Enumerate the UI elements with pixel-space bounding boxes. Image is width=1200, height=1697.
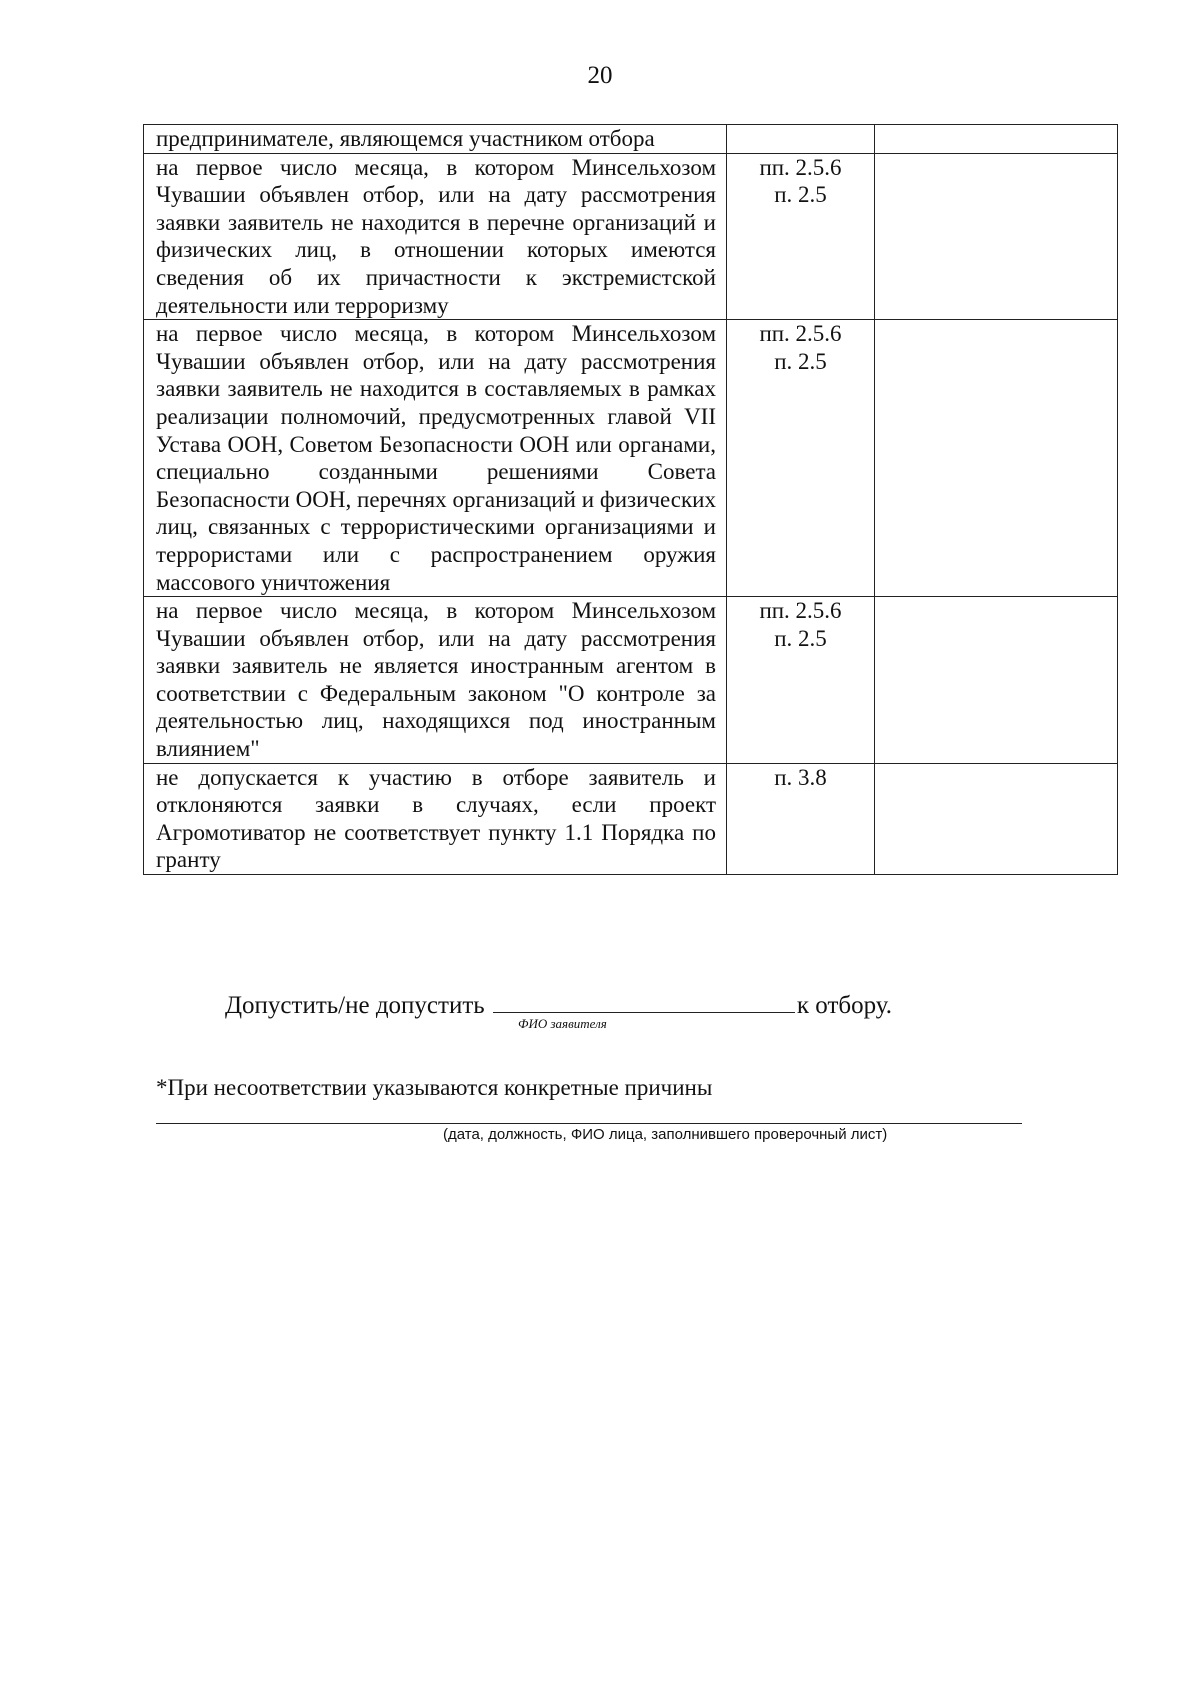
reference-item: п. 2.5 xyxy=(774,625,827,651)
criterion-text: на первое число месяца, в котором Минсельхозом Чувашии объявлен отбор, или на дату рассмотрения заявки заявитель не находится в составляемых в рамках реализации полномочий, предусмотренных главой VII Устава ООН, Советом Безопасности ООН или органами, специально созданными решениями Совета Безопасности ООН, перечнях организаций и физических лиц, связанных с террористическими организациями и террористами или с распространением оружия массового уничтожения xyxy=(144,320,727,597)
note-cell xyxy=(875,597,1118,764)
reference-cell xyxy=(727,597,875,764)
applicant-name-blank xyxy=(493,990,795,1013)
table-row xyxy=(144,597,1118,764)
page-number: 20 xyxy=(587,62,613,89)
criterion-text: на первое число месяца, в котором Минсельхозом Чувашии объявлен отбор, или на дату рассмотрения заявки заявитель не является иностранным агентом в соответствии с Федеральным законом "О контроле за деятельностью лиц, находящихся под иностранным влиянием" xyxy=(144,597,727,764)
criterion-text: предпринимателе, являющемся участником отбора xyxy=(144,125,727,154)
reference-item: пп. 2.5.6 xyxy=(759,154,842,180)
reference-item: пп. 2.5.6 xyxy=(759,321,842,347)
reference-cell xyxy=(727,153,875,320)
reference-item: п. 2.5 xyxy=(774,348,827,374)
note-cell xyxy=(875,320,1118,597)
checklist-table xyxy=(143,124,1118,875)
reference-item: пп. 2.5.6 xyxy=(759,598,842,624)
note-cell xyxy=(875,153,1118,320)
reference-item: п. 3.8 xyxy=(774,764,827,790)
decision-suffix: к отбору. xyxy=(796,992,893,1019)
signature-caption: (дата, должность, ФИО лица, заполнившего проверочный лист) xyxy=(443,1126,888,1143)
note-cell xyxy=(875,125,1118,154)
decision-prefix: Допустить/не допустить xyxy=(225,992,485,1019)
reference-cell xyxy=(727,320,875,597)
note-cell xyxy=(875,763,1118,874)
reference-cell xyxy=(727,125,875,154)
footnote: *При несоответствии указываются конкретные причины xyxy=(156,1075,713,1100)
reference-cell xyxy=(727,763,875,874)
table-row xyxy=(144,320,1118,597)
criterion-text: на первое число месяца, в котором Минсельхозом Чувашии объявлен отбор, или на дату рассмотрения заявки заявитель не находится в перечне организаций и физических лиц, в отношении которых имеются сведения об их причастности к экстремистской деятельности или терроризму xyxy=(144,153,727,320)
applicant-name-caption: ФИО заявителя xyxy=(518,1016,607,1031)
table-row xyxy=(144,763,1118,874)
reference-item: п. 2.5 xyxy=(774,182,827,208)
table-row xyxy=(144,153,1118,320)
table-row xyxy=(144,125,1118,154)
signature-line xyxy=(156,1123,1022,1124)
criterion-text: не допускается к участию в отборе заявитель и отклоняются заявки в случаях, если проект Агромотиватор не соответствует пункту 1.1 Порядка по гранту xyxy=(144,763,727,874)
